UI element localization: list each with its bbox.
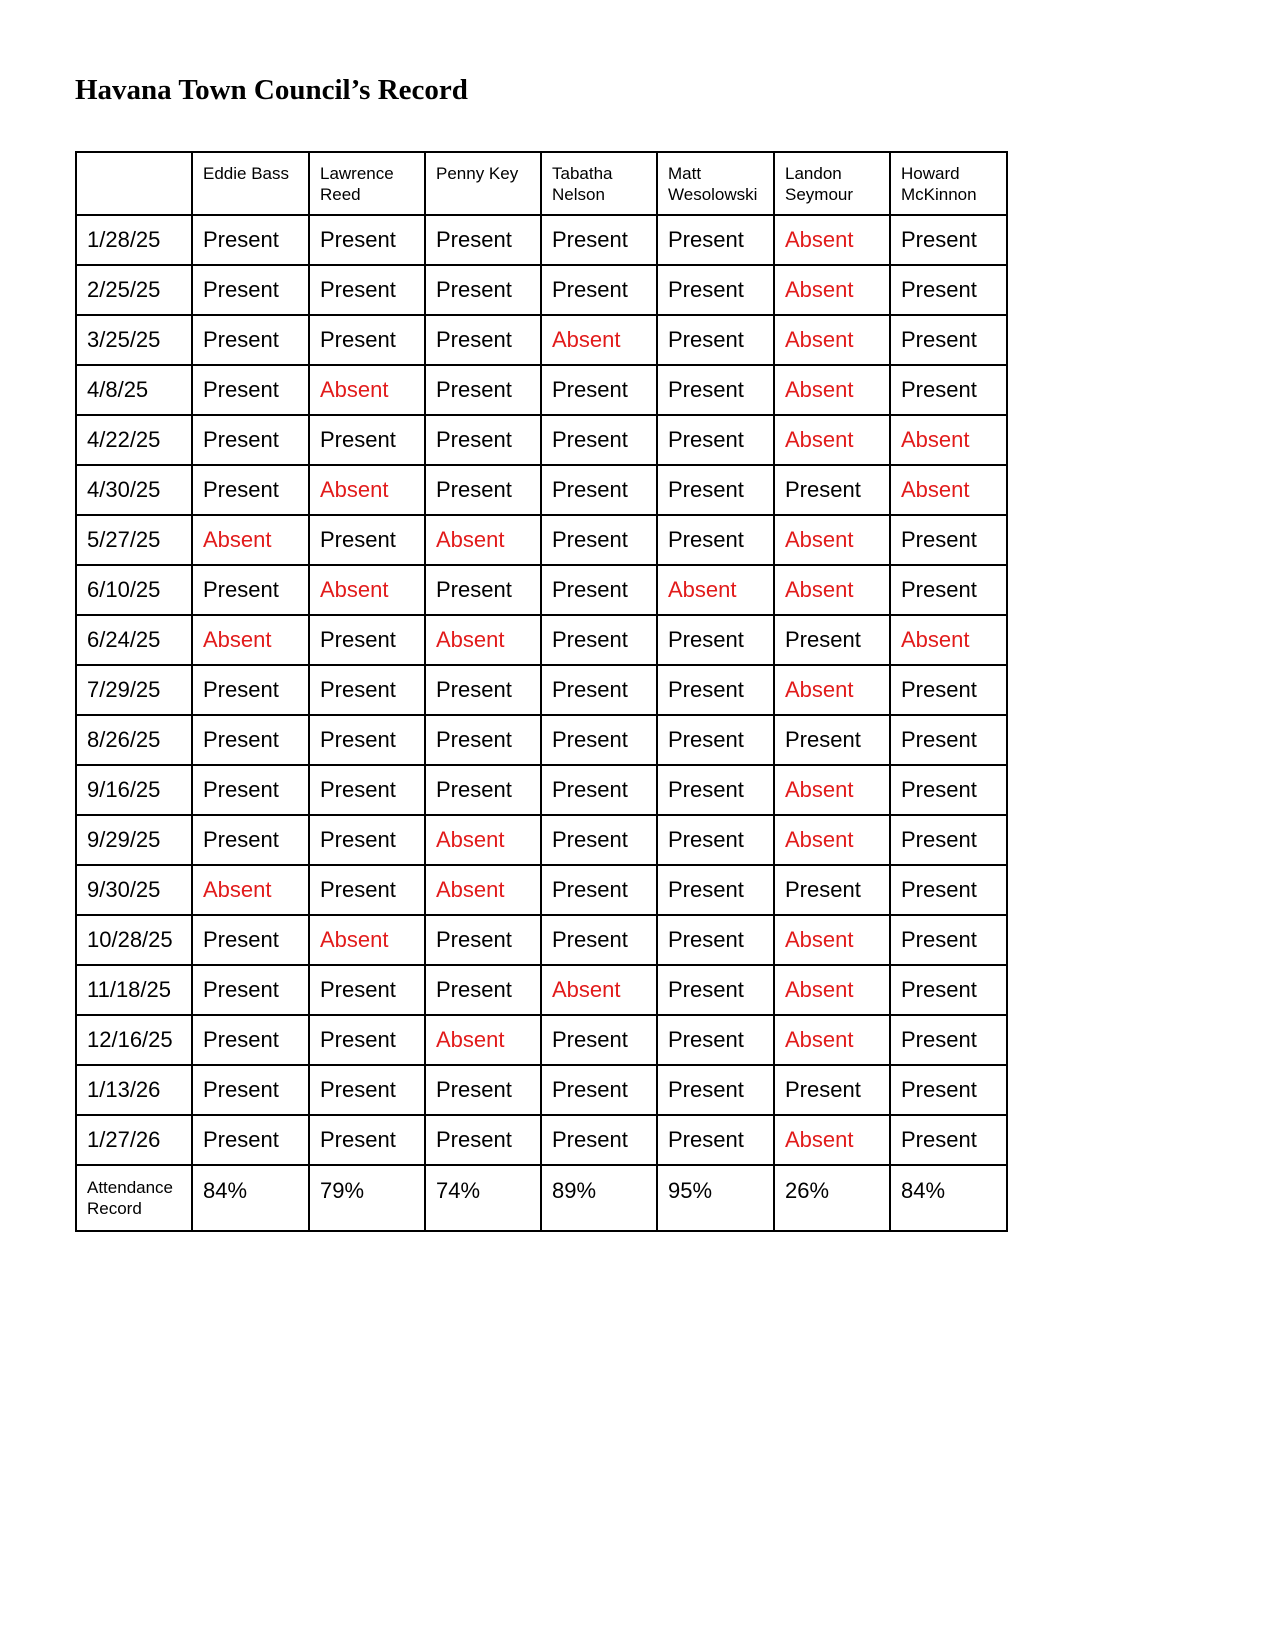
status-cell: Present [309, 1115, 425, 1165]
status-cell: Present [425, 365, 541, 415]
status-cell: Absent [192, 615, 309, 665]
status-cell: Present [425, 715, 541, 765]
table-row [76, 1065, 1007, 1115]
status-cell: Present [425, 965, 541, 1015]
attendance-record-row [76, 1165, 1007, 1231]
attendance-table [75, 151, 1008, 1232]
corner-cell [76, 152, 192, 215]
status-cell: Present [890, 515, 1007, 565]
status-cell: Present [541, 1115, 657, 1165]
status-cell: Present [309, 715, 425, 765]
table-row [76, 265, 1007, 315]
status-cell: Absent [774, 215, 890, 265]
status-cell: Present [309, 765, 425, 815]
status-cell: Present [309, 415, 425, 465]
status-cell: Absent [890, 415, 1007, 465]
status-cell: Present [657, 665, 774, 715]
status-cell: Present [890, 765, 1007, 815]
header-row [76, 152, 1007, 215]
status-cell: Present [309, 215, 425, 265]
status-cell: Absent [425, 865, 541, 915]
attendance-percentage: 95% [657, 1165, 774, 1231]
table-row [76, 665, 1007, 715]
status-cell: Present [541, 465, 657, 515]
member-header-penny-key: Penny Key [425, 152, 541, 215]
status-cell: Absent [774, 1015, 890, 1065]
status-cell: Present [541, 1015, 657, 1065]
status-cell: Absent [425, 1015, 541, 1065]
status-cell: Present [192, 715, 309, 765]
status-cell: Present [774, 715, 890, 765]
status-cell: Present [890, 815, 1007, 865]
status-cell: Present [541, 415, 657, 465]
status-cell: Present [425, 765, 541, 815]
attendance-record-label: Attendance Record [76, 1165, 192, 1231]
status-cell: Present [192, 215, 309, 265]
date-cell: 1/28/25 [76, 215, 192, 265]
status-cell: Absent [657, 565, 774, 615]
status-cell: Absent [774, 315, 890, 365]
table-row [76, 515, 1007, 565]
status-cell: Present [192, 365, 309, 415]
status-cell: Absent [309, 565, 425, 615]
status-cell: Present [774, 1065, 890, 1115]
status-cell: Absent [309, 465, 425, 515]
date-cell: 7/29/25 [76, 665, 192, 715]
status-cell: Present [657, 465, 774, 515]
status-cell: Present [657, 865, 774, 915]
attendance-percentage: 84% [192, 1165, 309, 1231]
status-cell: Present [309, 815, 425, 865]
status-cell: Absent [774, 515, 890, 565]
status-cell: Absent [425, 615, 541, 665]
status-cell: Present [774, 465, 890, 515]
date-cell: 9/16/25 [76, 765, 192, 815]
status-cell: Present [890, 215, 1007, 265]
status-cell: Present [192, 965, 309, 1015]
status-cell: Present [657, 715, 774, 765]
status-cell: Present [890, 1115, 1007, 1165]
status-cell: Absent [309, 365, 425, 415]
attendance-percentage: 79% [309, 1165, 425, 1231]
status-cell: Present [425, 665, 541, 715]
status-cell: Present [890, 1015, 1007, 1065]
status-cell: Absent [774, 815, 890, 865]
status-cell: Present [541, 715, 657, 765]
status-cell: Absent [192, 865, 309, 915]
table-row [76, 565, 1007, 615]
date-cell: 11/18/25 [76, 965, 192, 1015]
status-cell: Absent [309, 915, 425, 965]
status-cell: Present [541, 1065, 657, 1115]
date-cell: 4/30/25 [76, 465, 192, 515]
status-cell: Absent [774, 415, 890, 465]
table-row [76, 465, 1007, 515]
status-cell: Absent [774, 965, 890, 1015]
status-cell: Absent [774, 265, 890, 315]
status-cell: Present [657, 915, 774, 965]
status-cell: Present [192, 565, 309, 615]
status-cell: Present [541, 365, 657, 415]
member-header-eddie-bass: Eddie Bass [192, 152, 309, 215]
status-cell: Present [541, 515, 657, 565]
date-cell: 5/27/25 [76, 515, 192, 565]
attendance-percentage: 74% [425, 1165, 541, 1231]
status-cell: Present [890, 715, 1007, 765]
status-cell: Present [657, 965, 774, 1015]
status-cell: Present [657, 815, 774, 865]
status-cell: Present [192, 465, 309, 515]
date-cell: 6/10/25 [76, 565, 192, 615]
member-header-howard-mckinnon: Howard McKinnon [890, 152, 1007, 215]
status-cell: Present [425, 915, 541, 965]
status-cell: Present [309, 515, 425, 565]
status-cell: Present [890, 665, 1007, 715]
date-cell: 4/8/25 [76, 365, 192, 415]
status-cell: Absent [541, 315, 657, 365]
table-row [76, 315, 1007, 365]
status-cell: Present [425, 265, 541, 315]
status-cell: Present [309, 1065, 425, 1115]
table-row [76, 815, 1007, 865]
status-cell: Present [890, 565, 1007, 615]
status-cell: Absent [774, 765, 890, 815]
table-row [76, 765, 1007, 815]
status-cell: Present [541, 615, 657, 665]
status-cell: Absent [774, 1115, 890, 1165]
status-cell: Present [425, 565, 541, 615]
status-cell: Present [657, 615, 774, 665]
status-cell: Present [890, 365, 1007, 415]
status-cell: Absent [774, 665, 890, 715]
status-cell: Present [192, 665, 309, 715]
status-cell: Absent [890, 615, 1007, 665]
member-header-matt-wesolowski: Matt Wesolowski [657, 152, 774, 215]
status-cell: Absent [774, 565, 890, 615]
status-cell: Present [774, 865, 890, 915]
date-cell: 6/24/25 [76, 615, 192, 665]
status-cell: Present [657, 365, 774, 415]
date-cell: 1/27/26 [76, 1115, 192, 1165]
status-cell: Present [890, 965, 1007, 1015]
status-cell: Present [657, 265, 774, 315]
table-row [76, 965, 1007, 1015]
status-cell: Present [192, 815, 309, 865]
table-row [76, 915, 1007, 965]
status-cell: Present [192, 265, 309, 315]
status-cell: Present [657, 765, 774, 815]
status-cell: Present [541, 765, 657, 815]
status-cell: Present [541, 865, 657, 915]
status-cell: Present [657, 215, 774, 265]
date-cell: 2/25/25 [76, 265, 192, 315]
status-cell: Present [657, 1015, 774, 1065]
status-cell: Present [657, 1115, 774, 1165]
attendance-percentage: 89% [541, 1165, 657, 1231]
status-cell: Present [192, 915, 309, 965]
date-cell: 3/25/25 [76, 315, 192, 365]
status-cell: Present [192, 765, 309, 815]
status-cell: Present [192, 315, 309, 365]
status-cell: Present [309, 315, 425, 365]
status-cell: Present [541, 915, 657, 965]
member-header-tabatha-nelson: Tabatha Nelson [541, 152, 657, 215]
member-header-landon-seymour: Landon Seymour [774, 152, 890, 215]
status-cell: Absent [774, 915, 890, 965]
status-cell: Present [541, 665, 657, 715]
status-cell: Present [890, 1065, 1007, 1115]
status-cell: Present [309, 265, 425, 315]
attendance-percentage: 26% [774, 1165, 890, 1231]
table-row [76, 1015, 1007, 1065]
status-cell: Absent [425, 815, 541, 865]
date-cell: 8/26/25 [76, 715, 192, 765]
date-cell: 10/28/25 [76, 915, 192, 965]
status-cell: Present [657, 515, 774, 565]
status-cell: Present [541, 815, 657, 865]
table-row [76, 1115, 1007, 1165]
status-cell: Present [192, 415, 309, 465]
status-cell: Present [890, 865, 1007, 915]
table-row [76, 415, 1007, 465]
table-row [76, 865, 1007, 915]
status-cell: Present [192, 1115, 309, 1165]
status-cell: Absent [890, 465, 1007, 515]
status-cell: Absent [541, 965, 657, 1015]
member-header-lawrence-reed: Lawrence Reed [309, 152, 425, 215]
status-cell: Present [425, 1065, 541, 1115]
status-cell: Present [192, 1015, 309, 1065]
status-cell: Present [309, 865, 425, 915]
status-cell: Present [541, 265, 657, 315]
attendance-percentage: 84% [890, 1165, 1007, 1231]
status-cell: Present [309, 1015, 425, 1065]
status-cell: Present [425, 415, 541, 465]
status-cell: Present [192, 1065, 309, 1115]
status-cell: Present [425, 465, 541, 515]
status-cell: Present [309, 615, 425, 665]
status-cell: Present [890, 915, 1007, 965]
status-cell: Present [657, 1065, 774, 1115]
page-title: Havana Town Council’s Record [75, 74, 468, 106]
date-cell: 9/29/25 [76, 815, 192, 865]
status-cell: Present [309, 965, 425, 1015]
status-cell: Present [425, 315, 541, 365]
table-row [76, 715, 1007, 765]
status-cell: Present [309, 665, 425, 715]
status-cell: Present [425, 1115, 541, 1165]
table-row [76, 365, 1007, 415]
status-cell: Present [541, 565, 657, 615]
date-cell: 9/30/25 [76, 865, 192, 915]
status-cell: Absent [774, 365, 890, 415]
date-cell: 12/16/25 [76, 1015, 192, 1065]
date-cell: 1/13/26 [76, 1065, 192, 1115]
status-cell: Absent [425, 515, 541, 565]
status-cell: Present [774, 615, 890, 665]
status-cell: Present [425, 215, 541, 265]
table-row [76, 215, 1007, 265]
status-cell: Present [890, 315, 1007, 365]
table-row [76, 615, 1007, 665]
status-cell: Absent [192, 515, 309, 565]
status-cell: Present [541, 215, 657, 265]
date-cell: 4/22/25 [76, 415, 192, 465]
status-cell: Present [657, 315, 774, 365]
status-cell: Present [890, 265, 1007, 315]
status-cell: Present [657, 415, 774, 465]
